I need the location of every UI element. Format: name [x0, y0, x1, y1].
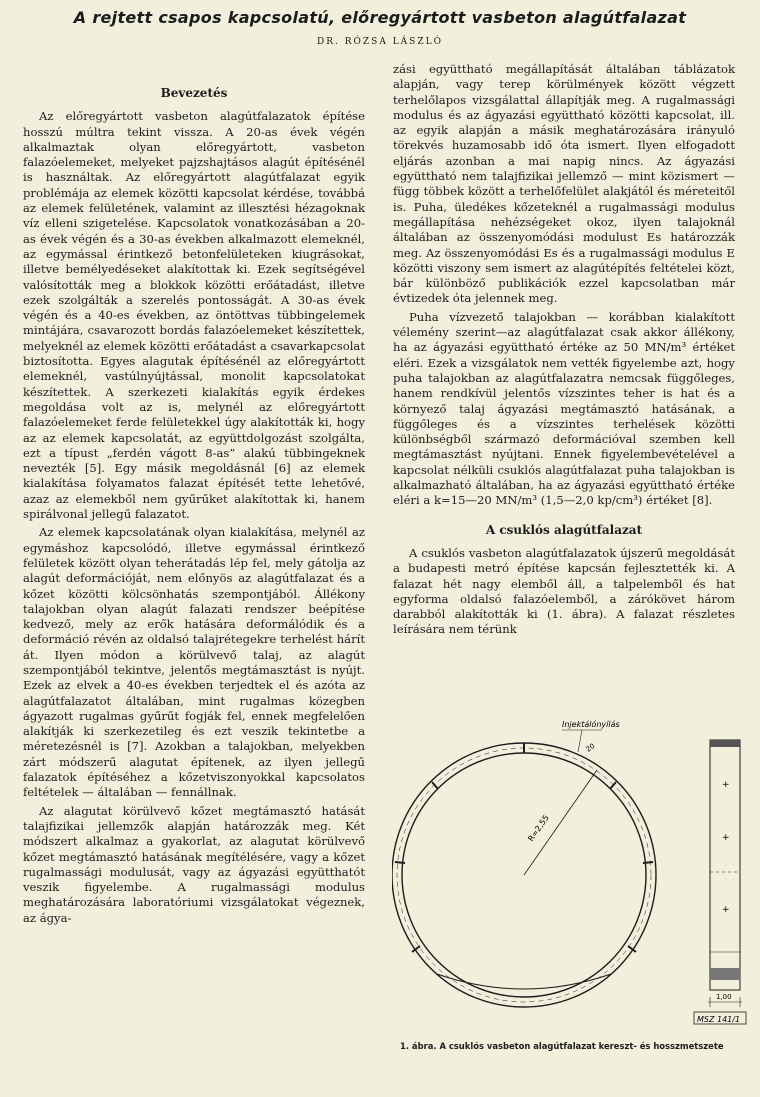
article-title: A rejtett csapos kapcsolatú, előregyártott vasbeton alagútfalazat: [73, 8, 687, 27]
radius-label: R=2,55: [526, 813, 551, 844]
figure-caption: 1. ábra. A csuklós vasbeton alagútfalazat kereszt- és hosszmetszete: [400, 1041, 724, 1051]
figure-cross-section: [392, 712, 752, 1052]
svg-text:+: +: [722, 780, 730, 790]
scale-label: 1,00: [716, 993, 732, 1001]
injection-opening-label: Injektálónyílás: [562, 720, 620, 729]
section-title-bevezetes: Bevezetés: [160, 86, 228, 100]
thickness-label: 20: [584, 741, 597, 754]
section-title-csuklos: A csuklós alagútfalazat: [485, 522, 643, 537]
radius-line: [524, 770, 597, 875]
paragraph: Az elemek kapcsolatának olyan kialakítása, melynél az egymáshoz kapcsolódó, illetve egymással érintkező felületek között olyan teherátadás lép fel, mely gátolja az alagút deformációját, nem előnyös az alagútfalazat és a kőzet közötti kölcsönhatás szempontjából. Állékony talajokban olyan alagút falazati rendszer beépítése kedvező, mely az erők hatására deformálódik és a deformáció révén az oldalsó talajrétegekre terhelést hárít át. Ilyen módon a körülvevő talaj, az alagút szempontjából tekintve, jelentős megtámasztást is nyújt. Ezek az elvek a 40-es években terjedtek el és azóta az alagútfalazatot általában, mint rugalmas közegben ágyazott rugalmas gyűrűt fogják fel, ennek megfelelően alakítják ki szerkezetileg és ezt veszik tekintetbe a méretezésnél is [7]. Azokban a talajokban, melyekben zárt módszerű alagutat építenek, az ilyen jellegű falazatok építéséhez a kőzetviszonyokkal kapcsolatos feltételek — általában — fennállnak.: [23, 525, 365, 800]
paragraph: Az alagutat körülvevő kőzet megtámasztó hatását talajfizikai jellemzők alapján határozzák meg. Két módszert alkalmaz a gyakorlat, az alagutat körülvevő kőzet megtámasztó hatásának megítélésére, vagy a kőzet rugalmassági modulusát, vagy az ágyazási együtthatót veszik figyelembe. A rugalmassági modulus meghatározására laboratóriumi vizsgálatokat végeznek, az ágya-: [23, 803, 365, 925]
right-column: [393, 62, 735, 638]
author-name: DR. RÓZSA LÁSZLÓ: [317, 37, 443, 47]
tunnel-drawing: [392, 712, 752, 1042]
floor-element: [437, 974, 611, 989]
paragraph: A csuklós vasbeton alagútfalazatok újszerű megoldását a budapesti metró építése kapcsán fejlesztették ki. A falazat hét nagy elemből áll, a talpelemből és hat egyforma oldalsó falazóelemből, a zárókövet három darabból alakították ki (1. ábra). A falazat részletes leírására nem térünk: [393, 545, 735, 637]
left-column: [23, 62, 365, 926]
svg-text:+: +: [722, 905, 730, 915]
paragraph: zási együttható megállapítását általában táblázatok alapján, vagy terep körülmények között végzett terhelőlapos vizsgálattal állapítják meg. A rugalmassági modulus és az ágyazási együttható közötti kapcsolat, ill. az egyik alapján a másik meghatározására irányuló törekvés huzamosabb idő óta ismert. Ilyen elfogadott eljárás azonban a mai napig nincs. Az ágyazási együttható nem talajfizikai jellemző — mint közismert — függ többek között a terhelőfelület alakjától és méreteitől is. Puha, üledékes kőzeteknél a rugalmassági modulus megállapítása nehézségeket okoz, ilyen talajoknál általában az összenyomódási modulust Es határozzák meg. Az összenyomódási Es és a rugalmassági modulus E közötti viszony sem ismert az alagútépítés feltételei közt, bár különböző publikációk ezzel kapcsolatban már évtizedek óta jelennek meg.: [393, 62, 735, 306]
longitudinal-section: [708, 740, 742, 1007]
joint-marks: [395, 743, 653, 952]
paragraph: Az előregyártott vasbeton alagútfalazatok építése hosszú múltra tekint vissza. A 20-as évek végén alkalmaztak olyan előregyártott, vasbeton falazóelemeket, melyeket pajzshajtásos alagút építésénél is használtak. Az előregyártott alagútfalazat egyik problémája az elemek közötti kapcsolat kérdése, továbbá az elemek felületének, valamint az illesztési hézagoknak víz elleni szigetelése. Kapcsolatok vonatkozásában a 20-as évek végén és a 30-as években alkalmazott elemeknél, az egymással érintkező betonfelületeken kiugrásokat, illetve bemélyedéseket alakítottak ki. Ezek segítségével valósították meg a blokkok közötti erőátadást, illetve ezek szolgálták a szerelés pontosságát. A 30-as évek végén és a 40-es években, az öntöttvas tübbingelemek mintájára, csavarozott bordás falazóelemeket készítettek, melyeknél az elemek közötti erőátadást a csavarkapcsolat biztosította. Egyes alagutak építésénél az előregyártott elemeknél, vastúlnyújtással, monolit kapcsolatokat készítettek. A szerkezeti kialakítás egyik érdekes megoldása volt az is, melynél az előregyártott falazóelemeket ferde felületekkel úgy alakították ki, hogy az az elemek kapcsolatát, az együttdolgozást szolgálta, ezt a típust „ferdén vágott 8-as” alakú tübbingeknek nevezték [5]. Egy másik megoldásnál [6] az elemek kialakítása folyamatos falazat építését tette lehetővé, azaz az elemekből nem gyűrűket alakítottak ki, hanem spirálvonal jellegű falazatot.: [23, 109, 365, 522]
svg-text:+: +: [722, 833, 730, 843]
stamp-label: MSZ 141/1: [697, 1015, 741, 1024]
paragraph: Puha vízvezető talajokban — korábban kialakított vélemény szerint—az alagútfalazat csak akkor állékony, ha az ágyazási együttható értéke az 50 MN/m³ értéket eléri. Ezek a vizsgálatok nem vették figyelembe azt, hogy puha talajokban az alagútfalazatra nemcsak függőleges, hanem rendkívül jelentős vízszintes teher is hat és a környező talaj ágyazási megtámasztó hatásának, a függőleges és a vízszintes terhelések közötti különbségből származó deformációval szemben kell megtámasztást nyújtani. Ennek figyelembevételével a kapcsolat nélküli csuklós alagútfalazat puha talajokban is alkalmazható általában, ha az ágyazási együttható értéke eléri a k=15—20 MN/m³ (1,5—2,0 kp/cm³) értéket [8].: [393, 309, 735, 508]
